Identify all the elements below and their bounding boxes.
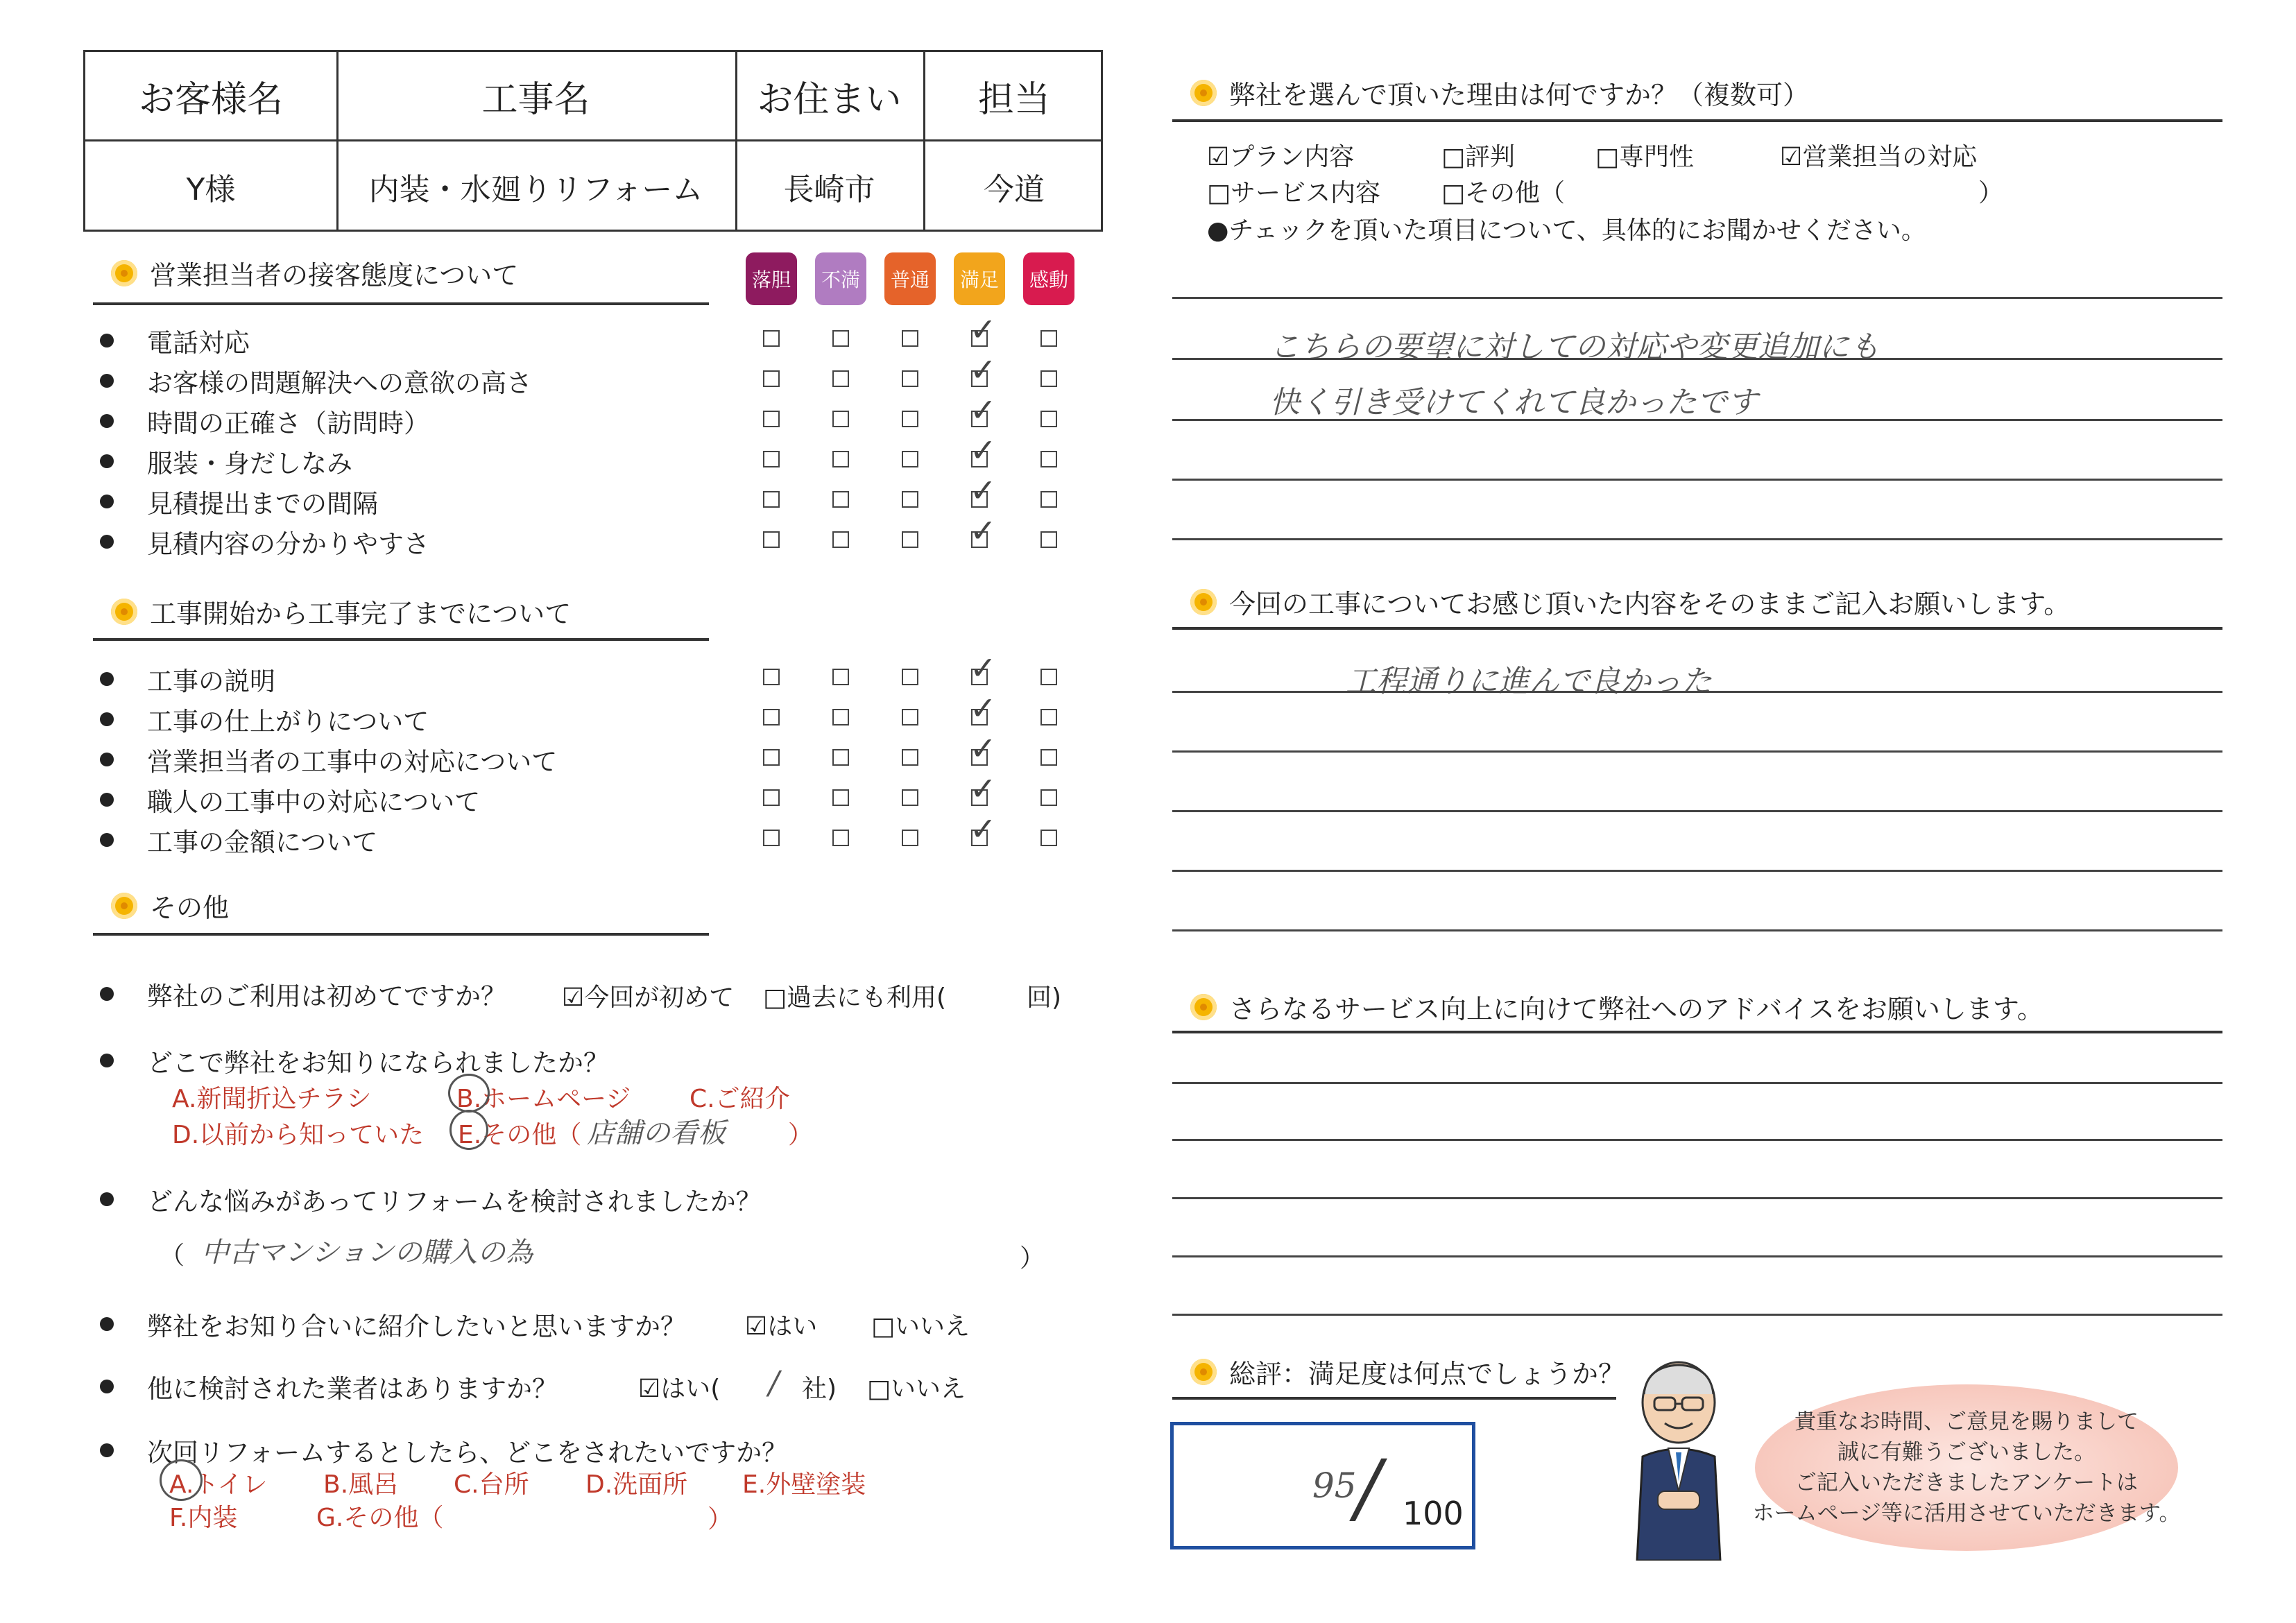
bullet [100,712,114,726]
sales-item-label: 見積提出までの間隔 [147,489,378,519]
construction-checkbox[interactable] [763,709,780,725]
work-label: 工事名 [481,78,590,121]
sales-checkbox[interactable] [1040,411,1057,427]
construction-item-3 [100,781,480,818]
section-rule [1172,1397,1616,1400]
flower-icon [1190,589,1217,615]
check-mark-icon: ✓ [970,770,997,807]
bullet [100,793,114,807]
construction-item-label: 工事の説明 [147,667,275,696]
how-known-other-end: ） [788,1121,814,1149]
sales-checkbox[interactable] [763,491,780,508]
sales-item-label: お客様の問題解決への意欲の高さ [147,368,532,398]
address-value: 長崎市 [783,172,875,207]
sales-checkbox[interactable] [832,411,849,427]
sales-checkbox[interactable] [902,531,918,548]
construction-checkbox[interactable] [902,709,918,725]
construction-checkbox[interactable] [763,830,780,846]
writing-line [1172,358,2222,360]
how-known-option-c[interactable]: C.ご紹介 [689,1085,790,1113]
check-mark-icon: ✓ [970,431,997,469]
construction-item-0 [100,660,275,698]
writing-line [1172,297,2222,299]
how-known-other-text: 店舗の看板 [587,1117,726,1149]
detail-prompt: ●チェックを頂いた項目について、具体的にお聞かせください。 [1207,216,1926,245]
question-next-reform: 次回リフォームするとしたら、どこをされたいですか？ [100,1432,787,1469]
first-use-option-first[interactable]: ☑今回が初めて [562,984,735,1012]
sales-checkbox[interactable] [832,451,849,467]
impression-text: 工程通りに進んで良かった [1346,664,1712,699]
writing-line [1172,538,2222,540]
flower-icon [111,599,137,625]
flower-icon [1190,1359,1217,1385]
next-reform-other-end: ） [708,1505,733,1534]
sales-checkbox[interactable] [832,370,849,387]
sales-checkbox[interactable] [763,370,780,387]
next-reform-option-e[interactable]: E.外壁塗装 [742,1470,866,1499]
question-refer: 弊社をお知り合いに紹介したいと思いますか？ [100,1305,686,1343]
sales-item-label: 服装・身だしなみ [147,449,352,479]
thanks-message: 貴重なお時間、ご意見を賜りまして 誠に有難うございました。 ご記入いただきましたアンケートは ホームページ等に活用させていただきます。 [1752,1409,2181,1526]
first-use-count-end: 回) [1027,984,1062,1012]
flower-icon [111,893,137,919]
writing-line [1172,929,2222,931]
reason-sales[interactable]: ☑営業担当の対応 [1780,143,1978,171]
construction-checkbox[interactable] [832,789,849,806]
section-rule [1172,1031,2222,1033]
section-rule [1172,119,2222,122]
question-concern: どんな悩みがあってリフォームを検討されましたか？ [100,1180,762,1218]
sales-checkbox[interactable] [902,451,918,467]
writing-line [1172,691,2222,693]
question-how-known: どこで弊社をお知りになられましたか？ [100,1042,609,1079]
question-first-use: 弊社のご利用は初めてですか？ [100,975,506,1013]
bullet [100,414,114,428]
sales-item-4 [100,483,378,520]
flower-icon [111,260,137,286]
how-known-option-d[interactable]: D.以前から知っていた [172,1121,425,1149]
writing-line [1172,1255,2222,1257]
check-mark-icon: ✓ [970,512,997,549]
next-reform-option-f[interactable]: F.内装 [169,1504,238,1532]
sales-checkbox[interactable] [902,370,918,387]
impression-title: 今回の工事についてお感じ頂いた内容をそのままご記入お願いします。 [1190,583,2070,621]
sales-item-3 [100,443,352,480]
construction-checkbox[interactable] [902,830,918,846]
sales-checkbox[interactable] [763,531,780,548]
customer-value: Y様 [186,172,236,207]
writing-line [1172,419,2222,421]
construction-checkbox[interactable] [763,789,780,806]
bullet [100,454,114,468]
sales-checkbox[interactable] [902,411,918,427]
other-vendors-yes[interactable]: ☑はい( [638,1375,721,1403]
check-mark-icon: ✓ [970,351,997,388]
reason-detail-line-1: こちらの要望に対しての対応や変更追加にも [1269,329,1880,365]
address-label: お住まい [757,78,902,121]
first-use-option-repeat[interactable]: □過去にも利用( [763,984,947,1012]
reason-other-end: ） [1978,179,2004,207]
check-mark-icon: ✓ [970,391,997,429]
concern-close: ） [1020,1244,1045,1273]
sales-checkbox[interactable] [1040,531,1057,548]
section-rule [93,638,709,641]
construction-checkbox[interactable] [1040,789,1057,806]
check-mark-icon: ✓ [970,689,997,727]
circle-mark [160,1459,203,1501]
construction-checkbox[interactable] [902,789,918,806]
rating-badge-1: 不満 [815,252,866,305]
refer-no[interactable]: □いいえ [871,1312,970,1341]
bullet [100,535,114,549]
rating-badge-4: 感動 [1023,252,1074,305]
section-rule [93,302,709,305]
section-other-title: その他 [111,886,229,925]
check-mark-icon: ✓ [970,730,997,767]
construction-item-label: 工事の仕上がりについて [147,707,429,737]
section-construction-title: 工事開始から工事完了までについて [111,592,571,630]
staff-value: 今道 [984,172,1045,207]
flower-icon [1190,994,1217,1020]
check-mark-icon: ✓ [970,810,997,848]
customer-label: お客様名 [138,78,283,121]
writing-line [1172,1197,2222,1199]
sales-checkbox[interactable] [763,411,780,427]
score-slash: / [1355,1443,1382,1532]
construction-item-1 [100,701,429,738]
construction-checkbox[interactable] [832,709,849,725]
reason-reputation[interactable]: □評判 [1441,143,1516,171]
bullet [100,495,114,508]
mascot-illustration [1616,1359,1741,1561]
construction-item-label: 工事の金額について [147,827,378,857]
reason-plan[interactable]: ☑プラン内容 [1207,143,1355,171]
construction-item-2 [100,741,557,778]
writing-line [1172,870,2222,872]
construction-checkbox[interactable] [763,669,780,685]
reason-service[interactable]: □サービス内容 [1207,179,1381,207]
reason-specialty[interactable]: □専門性 [1595,143,1695,171]
writing-line [1172,1139,2222,1141]
bullet [100,833,114,847]
construction-checkbox[interactable] [832,669,849,685]
section-sales-attitude-title: 営業担当者の接客態度について [111,254,518,292]
refer-yes[interactable]: ☑はい [745,1312,818,1341]
other-vendors-no[interactable]: □いいえ [867,1375,966,1403]
writing-line [1172,1082,2222,1084]
reason-title: 弊社を選んで頂いた理由は何ですか？（複数可） [1190,74,1809,112]
other-vendors-unit: 社) [802,1375,837,1403]
score-box [1170,1422,1475,1549]
circle-mark [449,1110,488,1150]
construction-checkbox[interactable] [1040,830,1057,846]
sales-item-5 [100,523,429,560]
how-known-option-b[interactable]: B.ホームページ [456,1085,631,1113]
rating-badge-3: 満足 [954,252,1005,305]
sales-checkbox[interactable] [763,330,780,347]
header-table [83,50,1103,232]
how-known-option-a[interactable]: A.新聞折込チラシ [172,1085,372,1113]
sales-checkbox[interactable] [1040,370,1057,387]
construction-checkbox[interactable] [902,669,918,685]
section-rule [1172,627,2222,630]
reason-other[interactable]: □その他（ [1441,179,1566,207]
sales-item-label: 時間の正確さ（訪問時） [147,409,429,438]
writing-line [1172,810,2222,812]
question-other-vendors: 他に検討された業者はありますか？ [100,1368,558,1405]
construction-checkbox[interactable] [1040,709,1057,725]
next-reform-option-b[interactable]: B.風呂 [323,1470,399,1499]
next-reform-option-c[interactable]: C.台所 [454,1470,529,1499]
construction-item-4 [100,821,377,859]
next-reform-option-a[interactable]: A.トイレ [169,1470,268,1499]
sales-checkbox[interactable] [1040,451,1057,467]
check-mark-icon: ✓ [970,311,997,348]
construction-checkbox[interactable] [1040,669,1057,685]
sales-item-label: 見積内容の分かりやすさ [147,529,429,559]
bullet [100,374,114,388]
sales-checkbox[interactable] [832,330,849,347]
concern-text: 中古マンションの購入の為 [201,1237,533,1269]
concern-open: （ [160,1242,185,1270]
other-vendors-count: / [769,1364,780,1401]
score-max: 100 [1403,1495,1464,1532]
construction-checkbox[interactable] [832,749,849,766]
reason-detail-line-2: 快く引き受けてくれて良かったです [1269,385,1758,420]
sales-item-1 [100,362,532,400]
writing-line [1172,750,2222,753]
bullet [100,334,114,347]
how-known-option-e[interactable]: E.その他（ [458,1121,582,1149]
bullet [100,672,114,686]
writing-line [1172,479,2222,481]
next-reform-option-g[interactable]: G.その他（ [316,1504,444,1532]
construction-checkbox[interactable] [763,749,780,766]
sales-checkbox[interactable] [763,451,780,467]
advice-title: さらなるサービス向上に向けて弊社へのアドバイスをお願いします。 [1190,988,2044,1026]
staff-label: 担当 [977,78,1050,121]
sales-checkbox[interactable] [1040,491,1057,508]
writing-line [1172,1314,2222,1316]
sales-checkbox[interactable] [832,531,849,548]
total-title: 総評：満足度は何点でしょうか？ [1190,1352,1625,1391]
rating-badge-2: 普通 [884,252,936,305]
sales-checkbox[interactable] [832,491,849,508]
construction-item-label: 営業担当者の工事中の対応について [147,747,558,777]
next-reform-option-d[interactable]: D.洗面所 [585,1470,688,1499]
check-mark-icon: ✓ [970,472,997,509]
bullet [100,753,114,766]
construction-item-label: 職人の工事中の対応について [147,787,481,817]
sales-checkbox[interactable] [902,491,918,508]
flower-icon [1190,80,1217,106]
score-value: 95 [1312,1466,1357,1506]
check-mark-icon: ✓ [970,649,997,687]
section-rule [93,933,709,936]
construction-checkbox[interactable] [832,830,849,846]
sales-checkbox[interactable] [1040,330,1057,347]
sales-item-0 [100,322,250,359]
construction-checkbox[interactable] [902,749,918,766]
sales-checkbox[interactable] [902,330,918,347]
circle-mark [448,1074,490,1113]
sales-item-label: 電話対応 [147,328,250,358]
work-value: 内装・水廻りリフォーム [368,172,703,207]
rating-badge-0: 落胆 [746,252,797,305]
sales-item-2 [100,402,429,440]
construction-checkbox[interactable] [1040,749,1057,766]
